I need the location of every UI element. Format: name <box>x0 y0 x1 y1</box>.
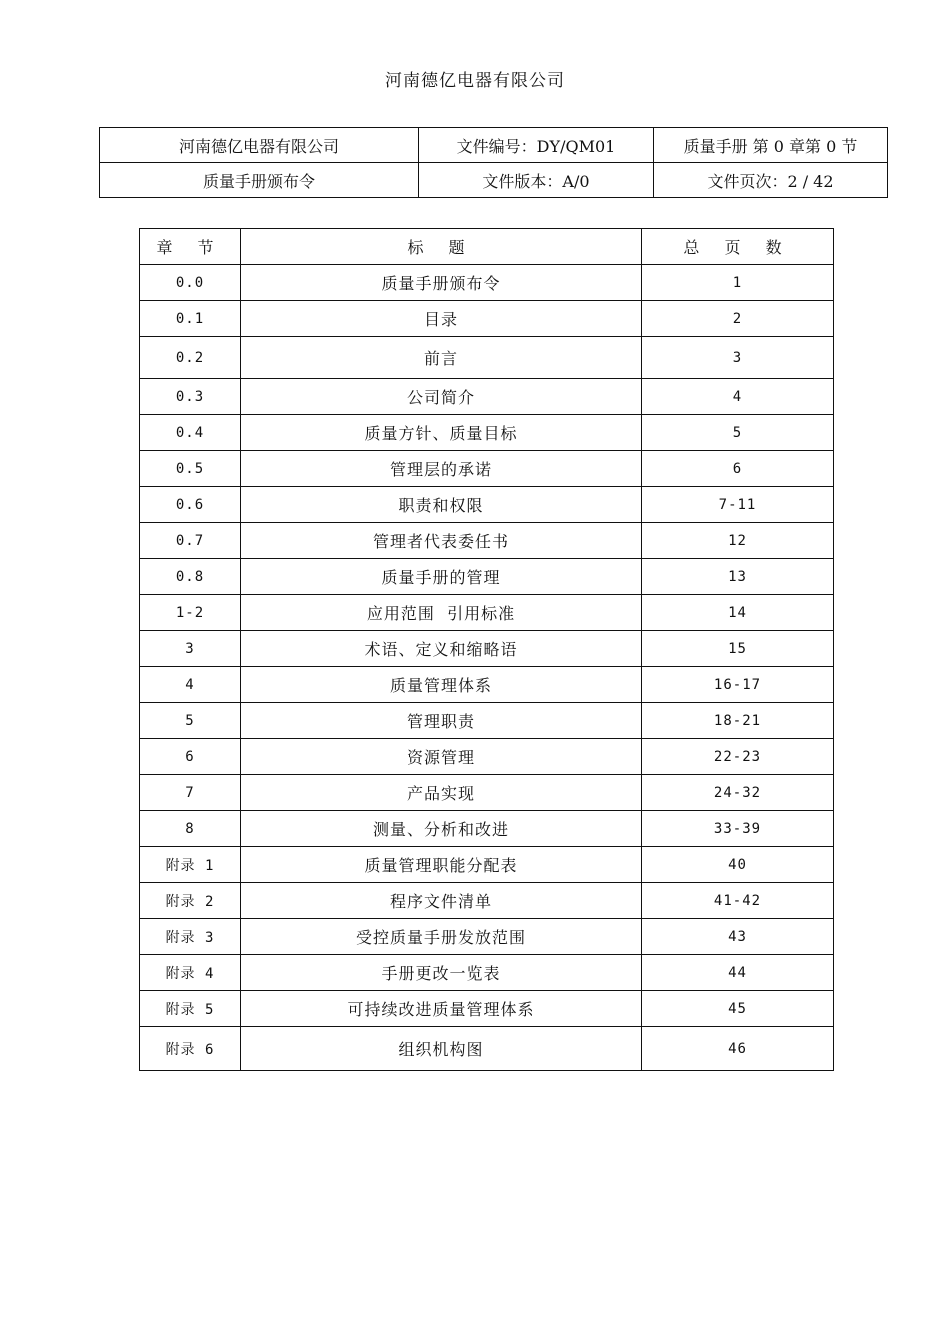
page-count-cell: 40 <box>642 847 834 883</box>
page-count-cell: 4 <box>642 379 834 415</box>
table-row <box>140 811 834 847</box>
title-cell: 术语、定义和缩略语 <box>241 631 642 667</box>
header-row <box>100 128 888 163</box>
page-count-cell: 15 <box>642 631 834 667</box>
table-row <box>140 379 834 415</box>
title-cell: 程序文件清单 <box>241 883 642 919</box>
doc-name-cell: 质量手册颁布令 <box>100 163 419 198</box>
chapter-cell: 6 <box>140 739 241 775</box>
chapter-cell: 7 <box>140 775 241 811</box>
table-row <box>140 1027 834 1071</box>
page-count-cell: 14 <box>642 595 834 631</box>
chapter-cell: 0.6 <box>140 487 241 523</box>
title-cell: 组织机构图 <box>241 1027 642 1071</box>
table-row <box>140 523 834 559</box>
title-cell: 管理者代表委任书 <box>241 523 642 559</box>
column-header-chapter: 章 节 <box>140 229 241 265</box>
header-row <box>100 163 888 198</box>
column-header-title: 标 题 <box>241 229 642 265</box>
page-count-cell: 1 <box>642 265 834 301</box>
chapter-cell: 0.7 <box>140 523 241 559</box>
title-cell: 前言 <box>241 337 642 379</box>
chapter-cell: 附录 5 <box>140 991 241 1027</box>
title-cell: 质量方针、质量目标 <box>241 415 642 451</box>
chapter-cell: 0.2 <box>140 337 241 379</box>
table-row <box>140 955 834 991</box>
table-row <box>140 301 834 337</box>
table-row <box>140 595 834 631</box>
table-header-row <box>140 229 834 265</box>
table-row <box>140 991 834 1027</box>
table-row <box>140 919 834 955</box>
title-cell: 产品实现 <box>241 775 642 811</box>
page-number-cell: 文件页次：2 / 42 <box>654 163 888 198</box>
page-count-cell: 46 <box>642 1027 834 1071</box>
table-row <box>140 739 834 775</box>
page-count-cell: 43 <box>642 919 834 955</box>
table-row <box>140 775 834 811</box>
title-cell: 质量管理职能分配表 <box>241 847 642 883</box>
page-count-cell: 33-39 <box>642 811 834 847</box>
table-row <box>140 451 834 487</box>
title-cell: 管理层的承诺 <box>241 451 642 487</box>
version-cell: 文件版本：A/0 <box>419 163 654 198</box>
title-cell: 职责和权限 <box>241 487 642 523</box>
chapter-cell: 1-2 <box>140 595 241 631</box>
chapter-cell: 3 <box>140 631 241 667</box>
page-count-cell: 5 <box>642 415 834 451</box>
page-count-cell: 41-42 <box>642 883 834 919</box>
table-row <box>140 667 834 703</box>
table-row <box>140 487 834 523</box>
document-header-table <box>99 127 888 198</box>
page-count-cell: 3 <box>642 337 834 379</box>
table-row <box>140 883 834 919</box>
page-count-cell: 18-21 <box>642 703 834 739</box>
page-count-cell: 45 <box>642 991 834 1027</box>
page-count-cell: 7-11 <box>642 487 834 523</box>
chapter-cell: 附录 3 <box>140 919 241 955</box>
table-row <box>140 265 834 301</box>
column-header-pages: 总 页 数 <box>642 229 834 265</box>
table-row <box>140 631 834 667</box>
chapter-cell: 附录 2 <box>140 883 241 919</box>
title-cell: 质量手册的管理 <box>241 559 642 595</box>
page-count-cell: 13 <box>642 559 834 595</box>
chapter-cell: 0.0 <box>140 265 241 301</box>
chapter-cell: 8 <box>140 811 241 847</box>
page-count-cell: 22-23 <box>642 739 834 775</box>
chapter-cell: 5 <box>140 703 241 739</box>
title-cell: 目录 <box>241 301 642 337</box>
chapter-cell: 0.5 <box>140 451 241 487</box>
title-cell: 可持续改进质量管理体系 <box>241 991 642 1027</box>
doc-number-cell: 文件编号：DY/QM01 <box>419 128 654 163</box>
title-cell: 管理职责 <box>241 703 642 739</box>
page-count-cell: 12 <box>642 523 834 559</box>
chapter-cell: 0.3 <box>140 379 241 415</box>
chapter-cell: 0.4 <box>140 415 241 451</box>
chapter-cell: 0.8 <box>140 559 241 595</box>
title-cell: 资源管理 <box>241 739 642 775</box>
table-of-contents <box>139 228 834 1071</box>
title-cell: 质量管理体系 <box>241 667 642 703</box>
chapter-cell: 0.1 <box>140 301 241 337</box>
table-row <box>140 559 834 595</box>
company-name-cell: 河南德亿电器有限公司 <box>100 128 419 163</box>
title-cell: 应用范围 引用标准 <box>241 595 642 631</box>
page-count-cell: 6 <box>642 451 834 487</box>
page-count-cell: 44 <box>642 955 834 991</box>
title-cell: 手册更改一览表 <box>241 955 642 991</box>
chapter-cell: 附录 6 <box>140 1027 241 1071</box>
table-row <box>140 337 834 379</box>
table-row <box>140 847 834 883</box>
table-row <box>140 703 834 739</box>
page-title: 河南德亿电器有限公司 <box>385 71 565 91</box>
title-cell: 公司简介 <box>241 379 642 415</box>
chapter-cell: 附录 4 <box>140 955 241 991</box>
manual-section-cell: 质量手册 第 0 章第 0 节 <box>654 128 888 163</box>
page-count-cell: 16-17 <box>642 667 834 703</box>
title-cell: 受控质量手册发放范围 <box>241 919 642 955</box>
title-cell: 测量、分析和改进 <box>241 811 642 847</box>
table-row <box>140 415 834 451</box>
title-cell: 质量手册颁布令 <box>241 265 642 301</box>
chapter-cell: 附录 1 <box>140 847 241 883</box>
page-count-cell: 24-32 <box>642 775 834 811</box>
chapter-cell: 4 <box>140 667 241 703</box>
page-count-cell: 2 <box>642 301 834 337</box>
